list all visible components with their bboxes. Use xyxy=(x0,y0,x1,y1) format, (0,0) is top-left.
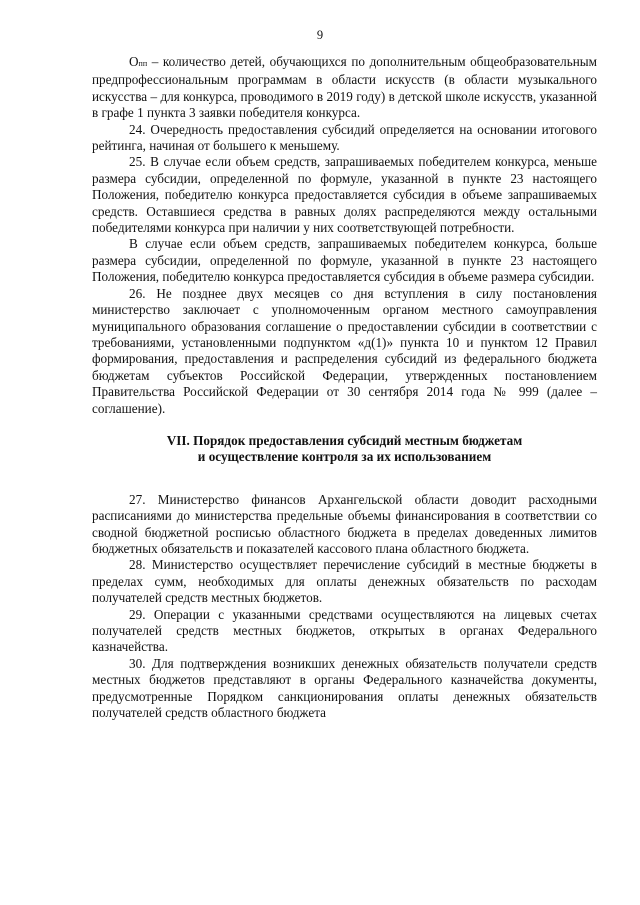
paragraph-25: 25. В случае если объем средств, запрашиваемых победителем конкурса, меньше размера субсидии, определенной по формуле, указанной в пункте 23 настоящего Положения, победителю конкурса предоставляется субсидия в объеме запрашиваемых средств. Оставшиеся средства в равных долях распределяются между остальными победителями конкурса при наличии у них соответствующей потребности. xyxy=(92,154,597,236)
paragraph-30: 30. Для подтверждения возникших денежных обязательств получатели средств местных бюджетов представляют в органы Федерального казначейства документы, предусмотренные Порядком санкционирования оплаты денежных обязательств получателей средств областного бюджета xyxy=(92,655,597,721)
paragraph-26: 26. Не позднее двух месяцев со дня вступления в силу постановления министерство заключает с уполномоченным органом местного самоуправления муниципального образования соглашение о предоставлении субсидии в соответствии с требованиями, установленными подпунктом «д(1)» пункта 10 и пунктом 12 Правил формирования, предоставления и распределения субсидий из федерального бюджета бюджетам субъектов Российской Федерации, утвержденных постановлением Правительства Российской Федерации от 30 сентября 2014 года № 999 (далее – соглашение). xyxy=(92,285,597,416)
paragraph-29: 29. Операции с указанными средствами осуществляются на лицевых счетах получателей средств местных бюджетов, открытых в органах Федерального казначейства. xyxy=(92,606,597,655)
page-number: 9 xyxy=(316,28,324,42)
paragraph-27: 27. Министерство финансов Архангельской области доводит расходными расписаниями до министерства предельные объемы финансирования в соответствии со сводной бюджетной росписью областного бюджета в пределах доведенных лимитов бюджетных обязательств и показателей кассового плана областного бюджета. xyxy=(92,491,597,556)
formula-variable: Опп xyxy=(129,54,148,69)
section-heading-line-1: VII. Порядок предоставления субсидий местным бюджетам xyxy=(166,432,523,448)
paragraph-28: 28. Министерство осуществляет перечисление субсидий в местные бюджеты в пределах сумм, необходимых для оплаты денежных обязательств по расходам получателей средств местных бюджетов. xyxy=(92,557,597,606)
document-body xyxy=(92,54,597,721)
paragraph-25-continued: В случае если объем средств, запрашиваемых победителем конкурса, больше размера субсидии, определенной по формуле, указанной в пункте 23 настоящего Положения, победителю конкурса предоставляется субсидия в объеме размера субсидии. xyxy=(92,236,597,285)
section-heading xyxy=(92,433,597,466)
paragraph-opp-definition: Опп – количество детей, обучающихся по дополнительным общеобразовательным предпрофессиональным программам в области искусств (в области музыкального искусства – для конкурса, проводимого в 2019 году) в детской школе искусств, указанной в графе 1 пункта 3 заявки победителя конкурса. xyxy=(92,54,597,121)
paragraph-24: 24. Очередность предоставления субсидий определяется на основании итогового рейтинга, начиная от большего к меньшему. xyxy=(92,121,597,154)
section-heading-line-2: и осуществление контроля за их использованием xyxy=(197,449,492,465)
